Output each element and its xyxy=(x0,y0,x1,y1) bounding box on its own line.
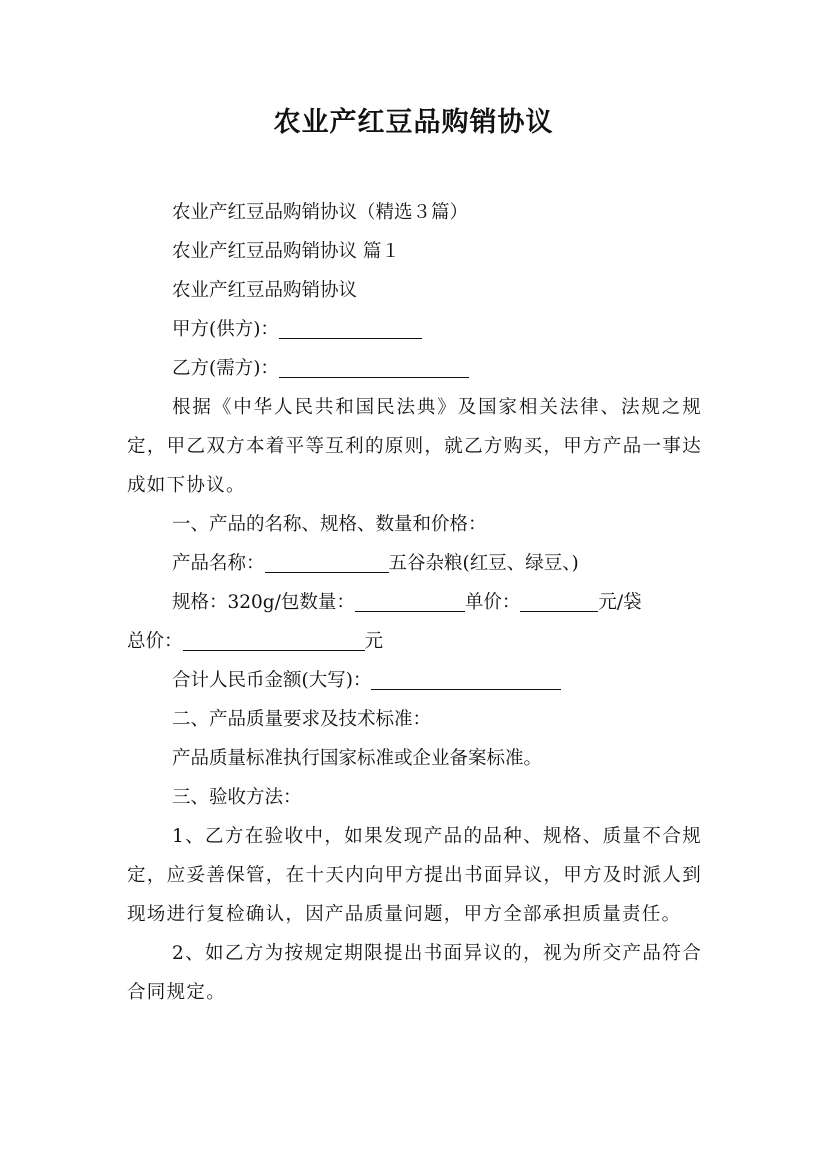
spec-label: 规格：320g/包数量： xyxy=(172,592,355,613)
total-blank xyxy=(183,630,365,651)
agreement-title: 农业产红豆品购销协议 xyxy=(172,280,358,301)
quantity-blank xyxy=(355,591,465,612)
product-name-value: 五谷杂粮(红豆、绿豆、) xyxy=(388,553,579,574)
party-a-line xyxy=(127,310,702,349)
amount-blank xyxy=(371,669,561,690)
preamble-paragraph: 根据《中华人民共和国民法典》及国家相关法律、法规之规定，甲乙双方本着平等互利的原则，就乙方购买，甲方产品一事达成如下协议。 xyxy=(127,397,702,496)
party-b-line xyxy=(127,349,702,388)
document-title: 农业产红豆品购销协议 xyxy=(273,107,554,138)
party-b-label: 乙方(需方)： xyxy=(172,358,279,379)
party-a-label: 甲方(供方)： xyxy=(172,319,279,340)
party-a-blank xyxy=(279,318,422,339)
total-label: 总价： xyxy=(127,631,183,652)
document-body xyxy=(127,193,702,1012)
product-name-label: 产品名称： xyxy=(172,553,265,574)
section3-item1: 1、乙方在验收中，如果发现产品的品种、规格、质量不合规定，应妥善保管，在十天内向甲方提出书面异议，甲方及时派人到现场进行复检确认，因产品质量问题，甲方全部承担质量责任。 xyxy=(127,826,702,925)
section2-heading: 二、产品质量要求及技术标准： xyxy=(172,709,432,730)
total-suffix: 元 xyxy=(364,631,384,652)
product-name-blank xyxy=(265,552,389,573)
unit-price-label: 单价： xyxy=(464,592,521,613)
party-b-blank xyxy=(279,357,469,378)
spec-line xyxy=(127,583,702,622)
unit-price-suffix: 元/袋 xyxy=(598,592,642,613)
part-subtitle: 农业产红豆品购销协议 篇１ xyxy=(172,241,400,262)
section3-heading: 三、验收方法： xyxy=(172,787,302,808)
section2-text: 产品质量标准执行国家标准或企业备案标准。 xyxy=(172,748,543,769)
section1-heading: 一、产品的名称、规格、数量和价格： xyxy=(172,514,487,535)
collection-subtitle: 农业产红豆品购销协议（精选３篇） xyxy=(172,202,469,223)
amount-label: 合计人民币金额(大写)： xyxy=(172,670,372,691)
unit-price-blank xyxy=(520,591,598,612)
amount-line xyxy=(127,661,702,700)
product-name-line xyxy=(127,544,702,583)
total-line xyxy=(127,622,702,661)
section3-item2: 2、如乙方为按规定期限提出书面异议的，视为所交产品符合合同规定。 xyxy=(127,943,702,1003)
